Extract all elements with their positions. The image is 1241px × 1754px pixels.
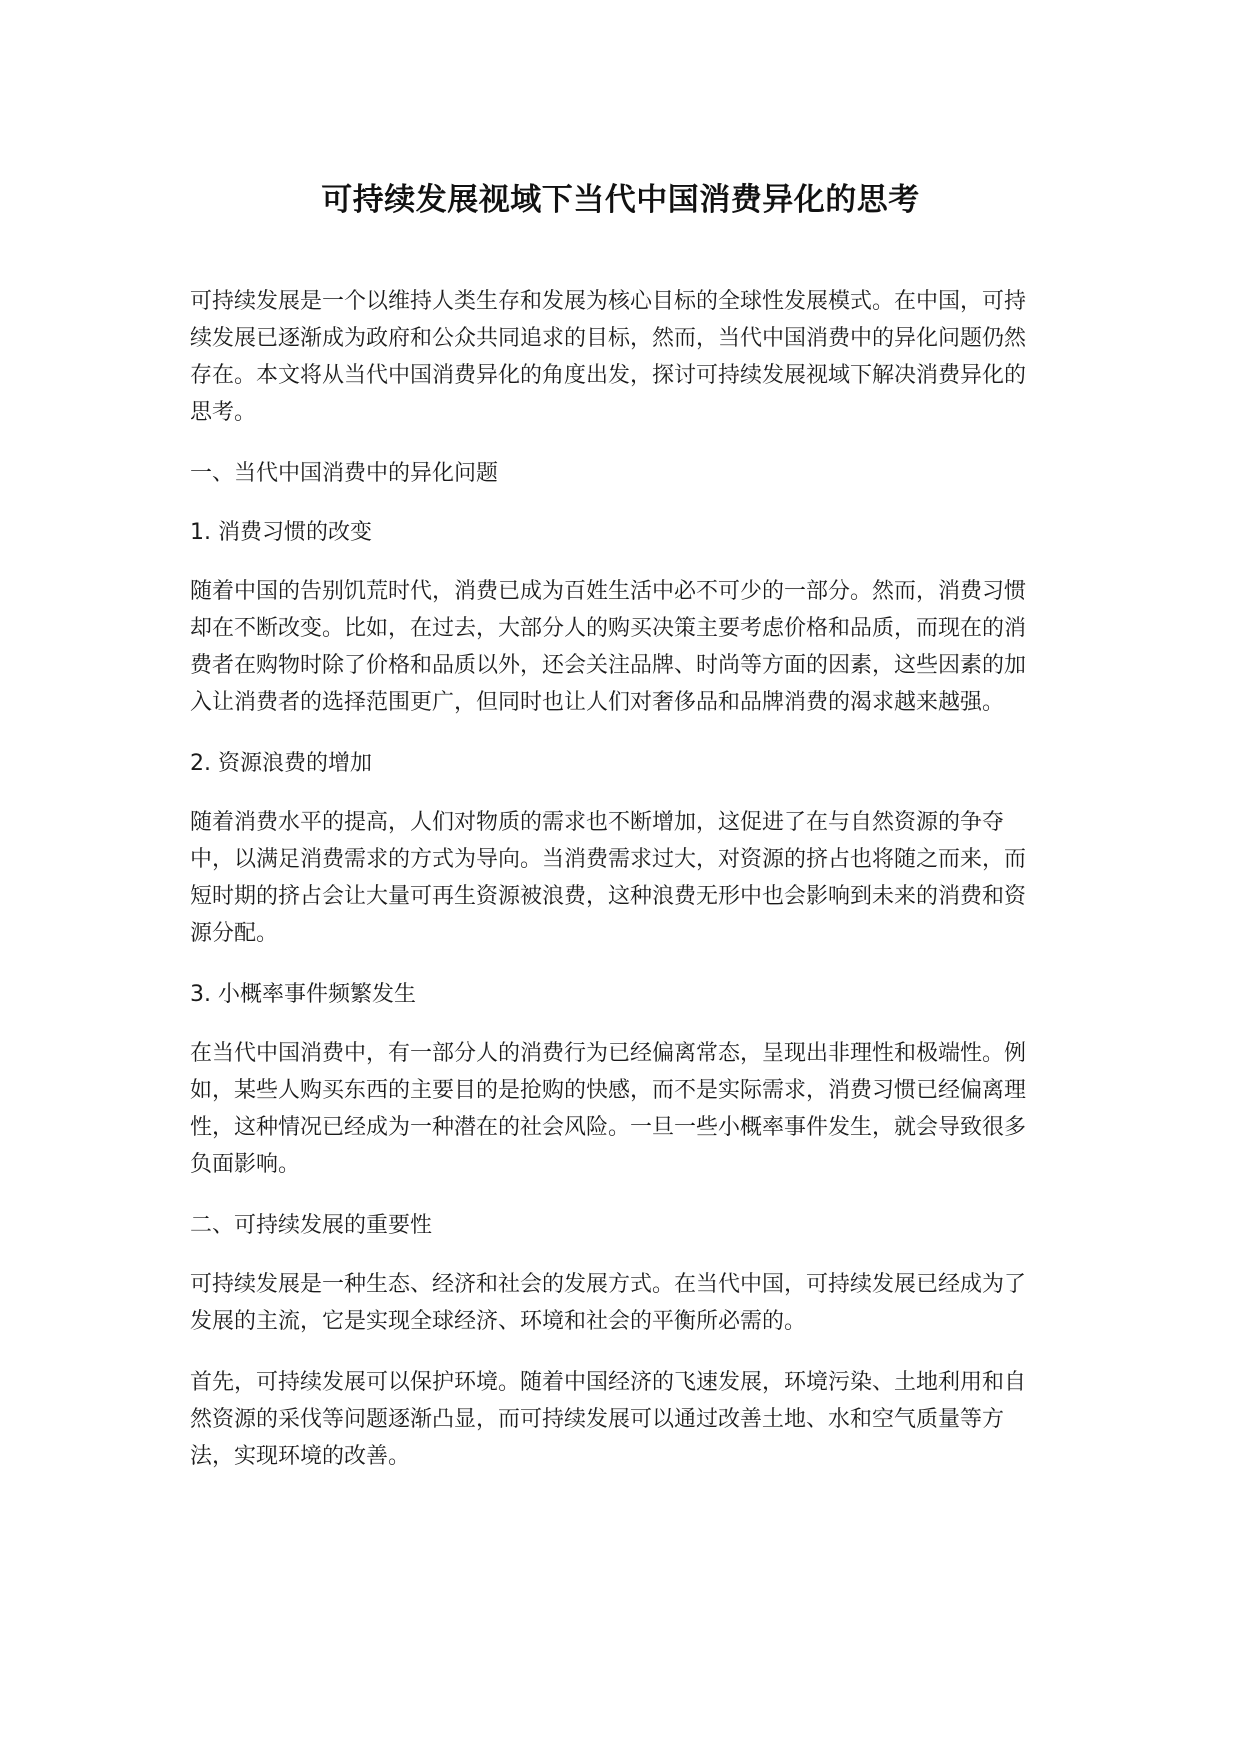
document-title: 可持续发展视域下当代中国消费异化的思考 bbox=[321, 182, 920, 218]
section-heading-2: 二、可持续发展的重要性 bbox=[190, 1213, 433, 1238]
document-body bbox=[190, 283, 1046, 1499]
paragraph-sustainability-definition: 可持续发展是一种生态、经济和社会的发展方式。在当代中国，可持续发展已经成为了发展的主流，它是实现全球经济、环境和社会的平衡所必需的。 bbox=[190, 1272, 1027, 1334]
paragraph-consumption-habits: 随着中国的告别饥荒时代，消费已成为百姓生活中必不可少的一部分。然而，消费习惯却在不断改变。比如，在过去，大部分人的购买决策主要考虑价格和品质，而现在的消费者在购物时除了价格和品质以外，还会关注品牌、时尚等方面的因素，这些因素的加入让消费者的选择范围更广，但同时也让人们对奢侈品和品牌消费的渴求越来越强。 bbox=[190, 579, 1027, 715]
intro-paragraph: 可持续发展是一个以维持人类生存和发展为核心目标的全球性发展模式。在中国，可持续发展已逐渐成为政府和公众共同追求的目标，然而，当代中国消费中的异化问题仍然存在。本文将从当代中国消费异化的角度出发，探讨可持续发展视域下解决消费异化的思考。 bbox=[190, 289, 1027, 425]
subsection-heading-1-3: 3. 小概率事件频繁发生 bbox=[190, 982, 416, 1007]
subsection-heading-1-2: 2. 资源浪费的增加 bbox=[190, 751, 372, 776]
subsection-heading-1-1: 1. 消费习惯的改变 bbox=[190, 520, 372, 545]
paragraph-environment-protection: 首先，可持续发展可以保护环境。随着中国经济的飞速发展，环境污染、土地利用和自然资源的采伐等问题逐渐凸显，而可持续发展可以通过改善土地、水和空气质量等方法，实现环境的改善。 bbox=[190, 1370, 1027, 1469]
paragraph-low-probability-events: 在当代中国消费中，有一部分人的消费行为已经偏离常态，呈现出非理性和极端性。例如，某些人购买东西的主要目的是抢购的快感，而不是实际需求，消费习惯已经偏离理性，这种情况已经成为一种潜在的社会风险。一旦一些小概率事件发生，就会导致很多负面影响。 bbox=[190, 1041, 1027, 1177]
paragraph-resource-waste: 随着消费水平的提高，人们对物质的需求也不断增加，这促进了在与自然资源的争夺中，以满足消费需求的方式为导向。当消费需求过大，对资源的挤占也将随之而来，而短时期的挤占会让大量可再生资源被浪费，这种浪费无形中也会影响到未来的消费和资源分配。 bbox=[190, 810, 1027, 946]
section-heading-1: 一、当代中国消费中的异化问题 bbox=[190, 461, 499, 486]
